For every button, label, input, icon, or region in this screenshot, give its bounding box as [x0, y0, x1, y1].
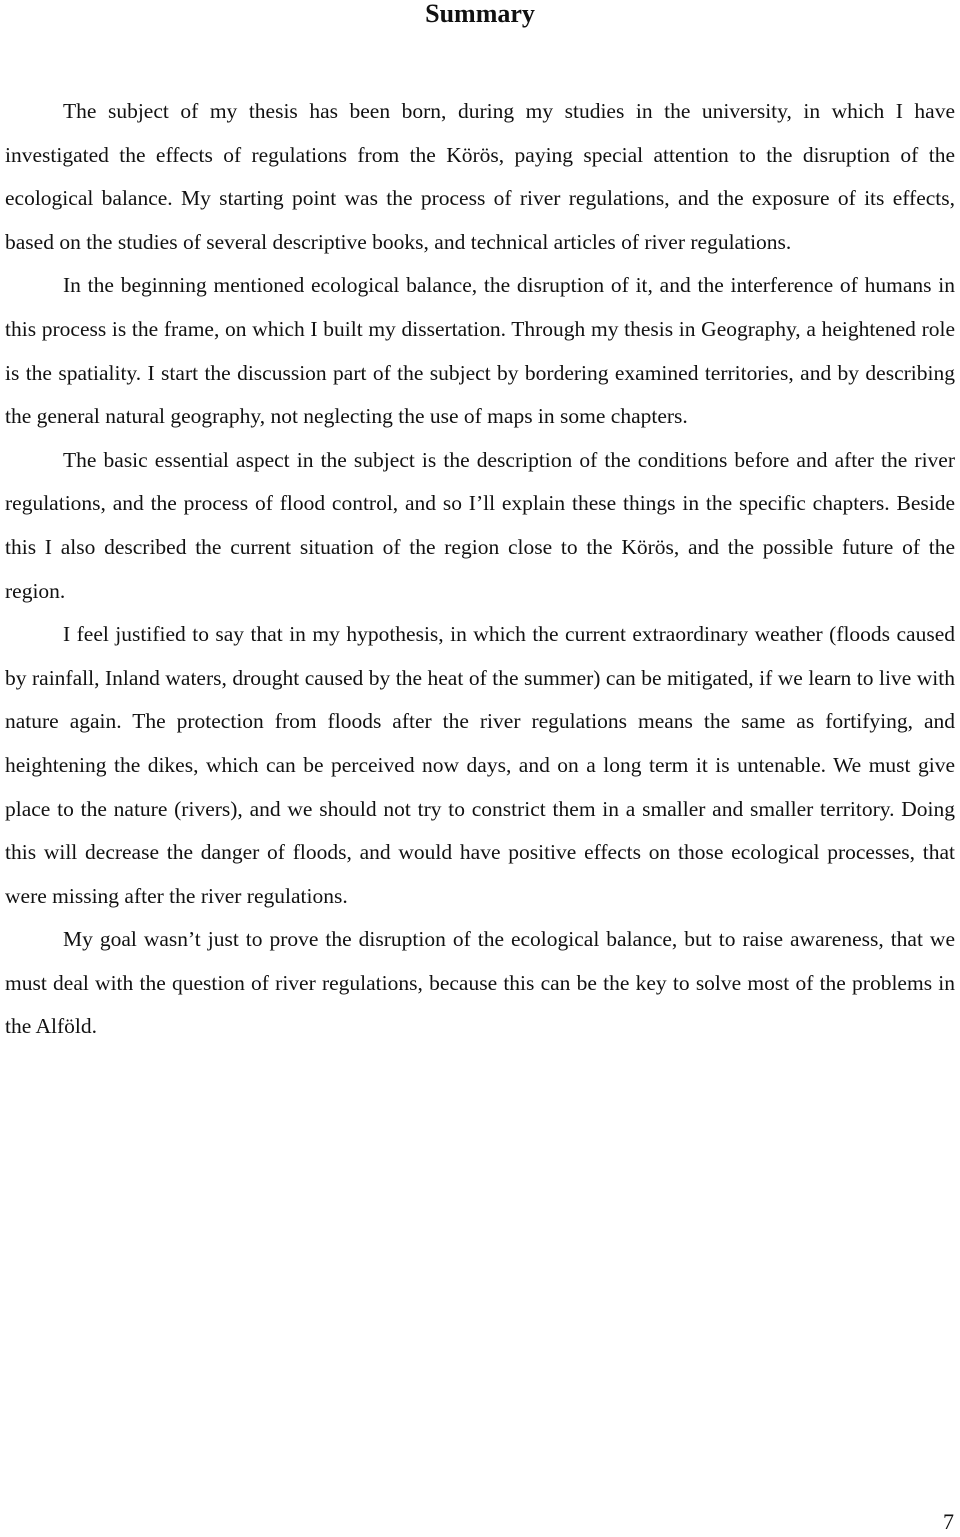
paragraph-4: I feel justified to say that in my hypothesis, in which the current extraordinary weather (floods caused by rainfall, Inland waters, drought caused by the heat of the summer) can be mitigated, if we learn to live with nature again. The protection from floods after the river regulations means the same as fortifying, and heightening the dikes, which can be perceived now days, and on a long term it is untenable. We must give place to the nature (rivers), and we should not try to constrict them in a smaller and smaller territory. Doing this will decrease the danger of floods, and would have positive effects on those ecological processes, that were missing after the river regulations. — [5, 622, 955, 908]
page-number: 7 — [943, 1509, 954, 1534]
paragraph-5: My goal wasn’t just to prove the disruption of the ecological balance, but to raise awareness, that we must deal with the question of river regulations, because this can be the key to solve most of the problems in the Alföld. — [5, 927, 955, 1039]
summary-body — [5, 90, 955, 1049]
paragraph-1: The subject of my thesis has been born, during my studies in the university, in which I have investigated the effects of regulations from the Körös, paying special attention to the disruption of the ecological balance. My starting point was the process of river regulations, and the exposure of its effects, based on the studies of several descriptive books, and technical articles of river regulations. — [5, 99, 955, 254]
page-title: Summary — [425, 0, 535, 28]
paragraph-3: The basic essential aspect in the subject is the description of the conditions before and after the river regulations, and the process of flood control, and so I’ll explain these things in the specific chapters. Beside this I also described the current situation of the region close to the Körös, and the possible future of the region. — [5, 447, 955, 603]
paragraph-2: In the beginning mentioned ecological balance, the disruption of it, and the interference of humans in this process is the frame, on which I built my dissertation. Through my thesis in Geography, a heightened role is the spatiality. I start the discussion part of the subject by bordering examined territories, and by describing the general natural geography, not neglecting the use of maps in some chapters. — [5, 273, 955, 429]
